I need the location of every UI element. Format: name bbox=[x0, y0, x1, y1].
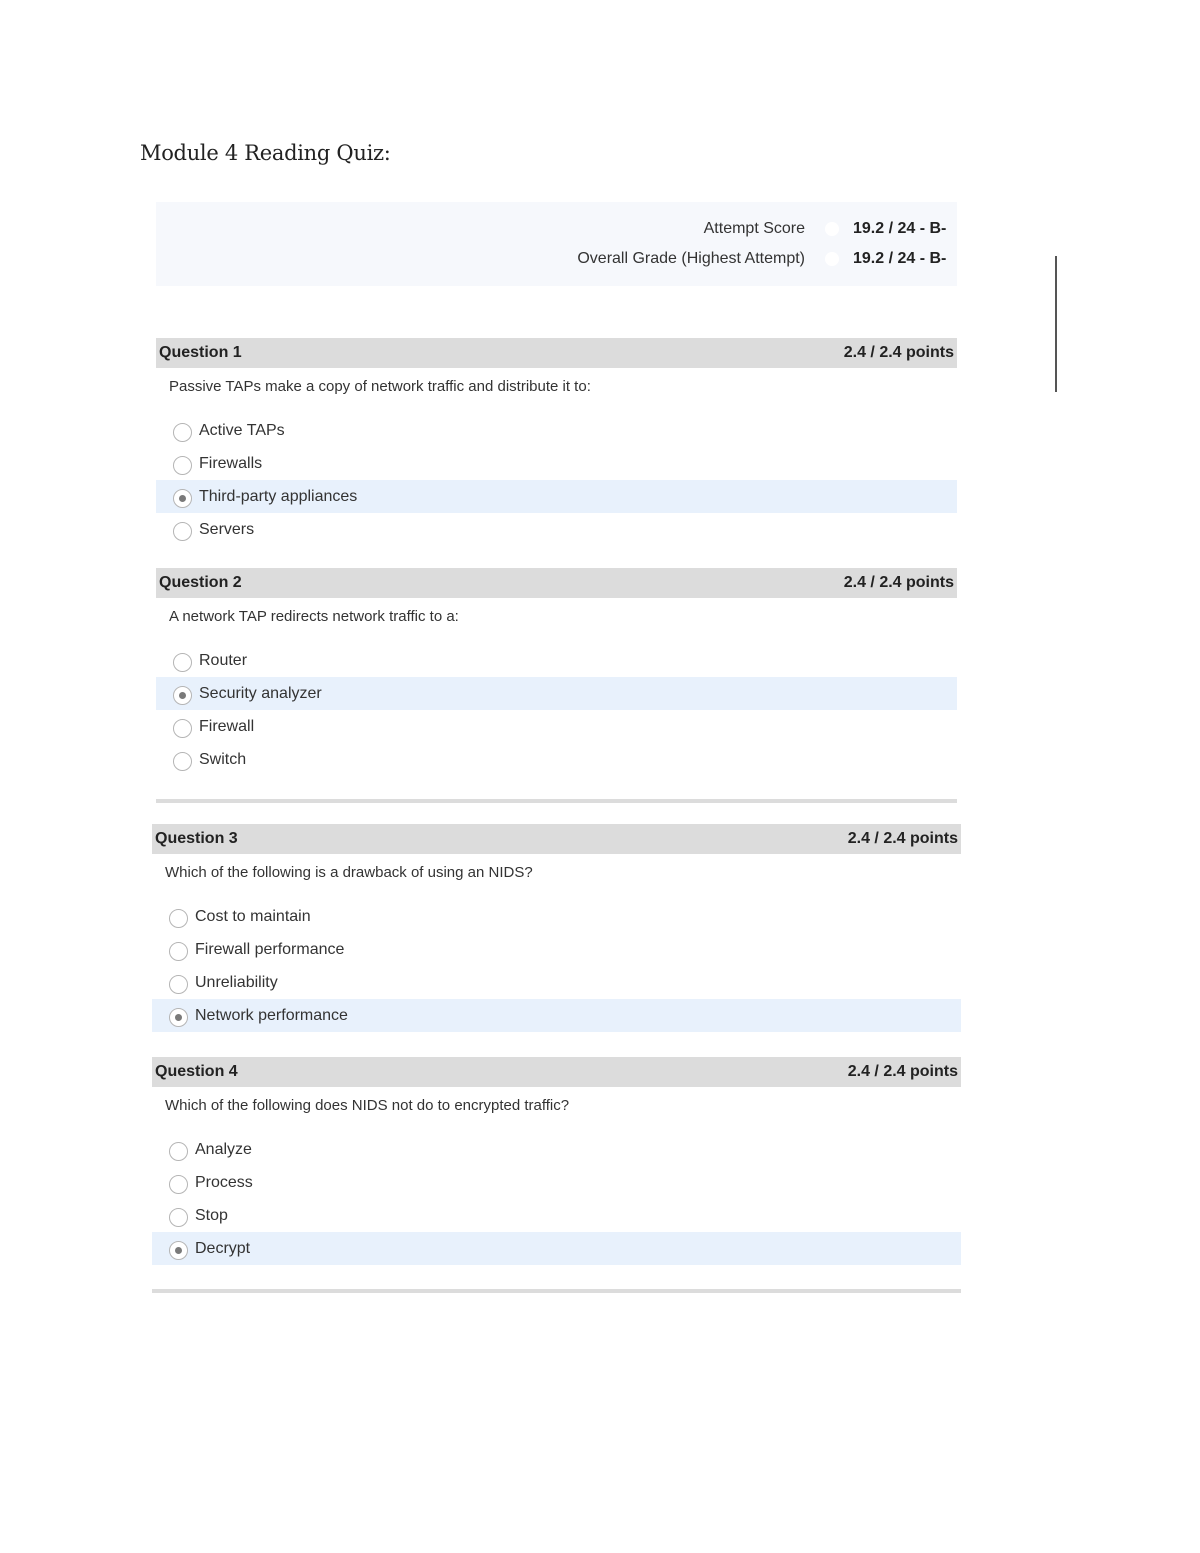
answer-option-label: Security analyzer bbox=[199, 684, 322, 702]
answer-option[interactable] bbox=[152, 1133, 961, 1166]
answer-option[interactable] bbox=[152, 933, 961, 966]
question-prompt: A network TAP redirects network traffic to a: bbox=[169, 608, 459, 625]
radio-button[interactable] bbox=[173, 522, 192, 541]
question-title: Question 2 bbox=[159, 574, 242, 591]
attempt-score-row bbox=[704, 218, 957, 240]
radio-button-selected[interactable] bbox=[173, 686, 192, 705]
question-header bbox=[156, 338, 957, 368]
answer-option[interactable] bbox=[156, 414, 957, 447]
answer-option-selected[interactable] bbox=[152, 1232, 961, 1265]
answer-option[interactable] bbox=[152, 1199, 961, 1232]
answer-option-label: Active TAPs bbox=[199, 421, 285, 439]
answer-option-label: Network performance bbox=[195, 1006, 348, 1024]
radio-button[interactable] bbox=[169, 1142, 188, 1161]
answer-option[interactable] bbox=[152, 966, 961, 999]
question-header bbox=[156, 568, 957, 598]
page-title: Module 4 Reading Quiz: bbox=[140, 141, 391, 165]
answer-option-label: Stop bbox=[195, 1206, 228, 1224]
answer-option[interactable] bbox=[152, 1166, 961, 1199]
answer-option-selected[interactable] bbox=[156, 677, 957, 710]
radio-button[interactable] bbox=[169, 942, 188, 961]
question-title: Question 3 bbox=[155, 830, 238, 847]
question-1 bbox=[156, 338, 957, 546]
answer-option-selected[interactable] bbox=[156, 480, 957, 513]
answer-option[interactable] bbox=[156, 644, 957, 677]
question-title: Question 4 bbox=[155, 1063, 238, 1080]
radio-button[interactable] bbox=[169, 1208, 188, 1227]
question-header bbox=[152, 1057, 961, 1087]
answer-option-label: Switch bbox=[199, 750, 247, 768]
answer-option-selected[interactable] bbox=[152, 999, 961, 1032]
radio-button[interactable] bbox=[169, 1175, 188, 1194]
overall-grade-value: 19.2 / 24 - B- bbox=[853, 250, 947, 267]
radio-button[interactable] bbox=[173, 752, 192, 771]
answer-option-label: Cost to maintain bbox=[195, 907, 311, 925]
score-dot-icon bbox=[825, 252, 839, 266]
attempt-score-label: Attempt Score bbox=[703, 220, 805, 237]
radio-button[interactable] bbox=[173, 653, 192, 672]
question-4 bbox=[152, 1057, 961, 1265]
radio-button-selected[interactable] bbox=[173, 489, 192, 508]
question-points: 2.4 / 2.4 points bbox=[843, 344, 954, 361]
answer-option[interactable] bbox=[152, 900, 961, 933]
answer-option[interactable] bbox=[156, 447, 957, 480]
answer-option-label: Firewalls bbox=[199, 454, 263, 472]
radio-button[interactable] bbox=[173, 456, 192, 475]
score-panel bbox=[156, 202, 957, 286]
answer-option[interactable] bbox=[156, 743, 957, 776]
radio-button[interactable] bbox=[169, 975, 188, 994]
question-title: Question 1 bbox=[159, 344, 242, 361]
answer-option-label: Unreliability bbox=[195, 973, 278, 991]
question-2 bbox=[156, 568, 957, 776]
answer-option[interactable] bbox=[156, 710, 957, 743]
answer-option-label: Third-party appliances bbox=[199, 487, 358, 505]
radio-button[interactable] bbox=[169, 909, 188, 928]
score-dot-icon bbox=[825, 222, 839, 236]
question-prompt: Which of the following does NIDS not do to encrypted traffic? bbox=[165, 1097, 570, 1114]
question-points: 2.4 / 2.4 points bbox=[847, 1063, 958, 1080]
radio-button[interactable] bbox=[173, 719, 192, 738]
margin-rule bbox=[1055, 256, 1057, 392]
question-3 bbox=[152, 824, 961, 1032]
answer-option-label: Analyze bbox=[195, 1140, 252, 1158]
answer-option-label: Firewall performance bbox=[195, 940, 345, 958]
overall-grade-row bbox=[577, 248, 957, 270]
overall-grade-label: Overall Grade (Highest Attempt) bbox=[577, 250, 805, 267]
question-header bbox=[152, 824, 961, 854]
radio-button[interactable] bbox=[173, 423, 192, 442]
answer-option-label: Decrypt bbox=[195, 1239, 251, 1257]
radio-button-selected[interactable] bbox=[169, 1241, 188, 1260]
radio-dot-icon bbox=[175, 1014, 182, 1021]
question-prompt: Passive TAPs make a copy of network traffic and distribute it to: bbox=[169, 378, 591, 395]
answer-option-label: Process bbox=[195, 1173, 253, 1191]
section-divider bbox=[156, 799, 957, 803]
answer-option-label: Router bbox=[199, 651, 248, 669]
answer-option-label: Servers bbox=[199, 520, 255, 538]
answer-option-label: Firewall bbox=[199, 717, 255, 735]
question-points: 2.4 / 2.4 points bbox=[843, 574, 954, 591]
radio-dot-icon bbox=[179, 495, 186, 502]
attempt-score-value: 19.2 / 24 - B- bbox=[853, 220, 947, 237]
radio-dot-icon bbox=[179, 692, 186, 699]
question-prompt: Which of the following is a drawback of using an NIDS? bbox=[165, 864, 533, 881]
radio-dot-icon bbox=[175, 1247, 182, 1254]
radio-button-selected[interactable] bbox=[169, 1008, 188, 1027]
question-points: 2.4 / 2.4 points bbox=[847, 830, 958, 847]
answer-option[interactable] bbox=[156, 513, 957, 546]
section-divider bbox=[152, 1289, 961, 1293]
